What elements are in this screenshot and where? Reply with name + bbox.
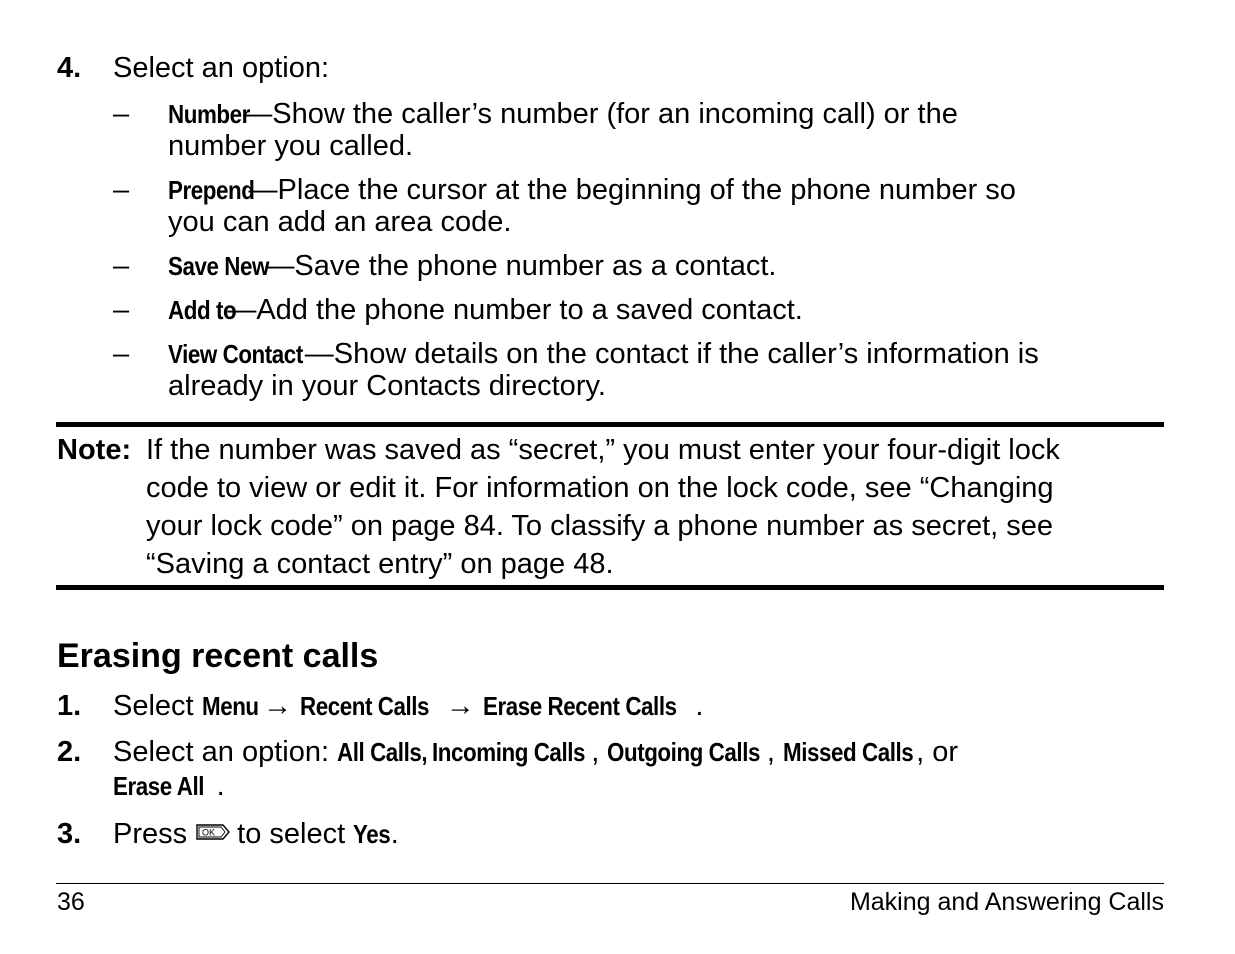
step-number: 3. [57,818,82,850]
recent-calls-command: Recent Calls [300,691,430,721]
step-2-text [113,736,1031,768]
option-desc-cont: you can add an area code. [168,206,512,238]
yes-command: Yes [353,819,391,849]
arrow-glyph: → [255,690,301,722]
option-desc: —Show details on the contact if the caller’s information is [304,338,1039,370]
step-text: Select [113,690,202,722]
step-number: 4. [57,52,82,84]
separator: , [591,736,608,768]
page-number: 36 [57,888,85,916]
separator: , [766,736,783,768]
step-text: Select an option: [113,736,338,768]
erase-recent-calls-command: Erase Recent Calls [482,691,677,721]
list-dash: – [113,250,130,282]
section-heading: Erasing recent calls [57,637,379,675]
option-term: Save New [168,251,269,281]
note-line: your lock code” on page 84. To classify a phone number as secret, see [146,510,1054,542]
option-save-new [168,250,1168,282]
punctuation: . [390,818,399,850]
option-term: View Contact [168,339,303,369]
footer-rule [56,883,1164,884]
option-desc: —Save the phone number as a contact. [265,250,777,282]
outgoing-calls-command: Outgoing Calls [607,737,761,767]
note-text [146,431,1166,583]
option-view-contact [168,338,1168,402]
step-text: Press [113,818,188,850]
conjunction: , or [916,736,959,768]
arrow-glyph: → [437,690,483,722]
option-term: Number [168,99,250,129]
note-line: If the number was saved as “secret,” you must enter your four-digit lock [146,434,1060,466]
list-dash: – [113,338,130,370]
svg-text:OK: OK [202,827,216,838]
incoming-calls-command: Incoming Calls [431,737,585,767]
note-line: code to view or edit it. For information on the lock code, see “Changing [146,472,1054,504]
step-text: to select [237,818,354,850]
step-number: 2. [57,736,82,768]
step-number: 1. [57,690,82,722]
chapter-title: Making and Answering Calls [849,888,1164,916]
option-prepend [168,174,1168,238]
note-line: “Saving a contact entry” on page 48. [146,548,614,580]
option-add-to [168,294,1168,326]
list-dash: – [113,98,130,130]
option-desc-cont: number you called. [168,130,414,162]
note-bottom-rule [56,585,1164,590]
step-2-text-cont [113,770,227,802]
step-text: Select an option: [113,52,330,84]
option-desc-cont: already in your Contacts directory. [168,370,606,402]
ok-key-icon [195,819,231,851]
list-dash: – [113,174,130,206]
erase-all-command: Erase All [113,771,205,801]
list-dash: – [113,294,130,326]
missed-calls-command: Missed Calls [782,737,914,767]
option-desc: —Show the caller’s number (for an incoming call) or the [243,98,958,130]
punctuation: . [216,770,225,802]
menu-command: Menu [201,691,259,721]
option-term: Prepend [168,175,255,205]
all-calls-command: All Calls, [337,737,428,767]
option-number [168,98,1168,162]
step-3-text [113,818,405,851]
note-top-rule [56,422,1164,427]
note-label: Note: [57,434,132,466]
option-desc: —Place the cursor at the beginning of the phone number so [248,174,1016,206]
punctuation: . [695,690,704,722]
option-term: Add to [168,295,237,325]
option-desc: —Add the phone number to a saved contact. [227,294,803,326]
step-1-text [113,690,741,722]
